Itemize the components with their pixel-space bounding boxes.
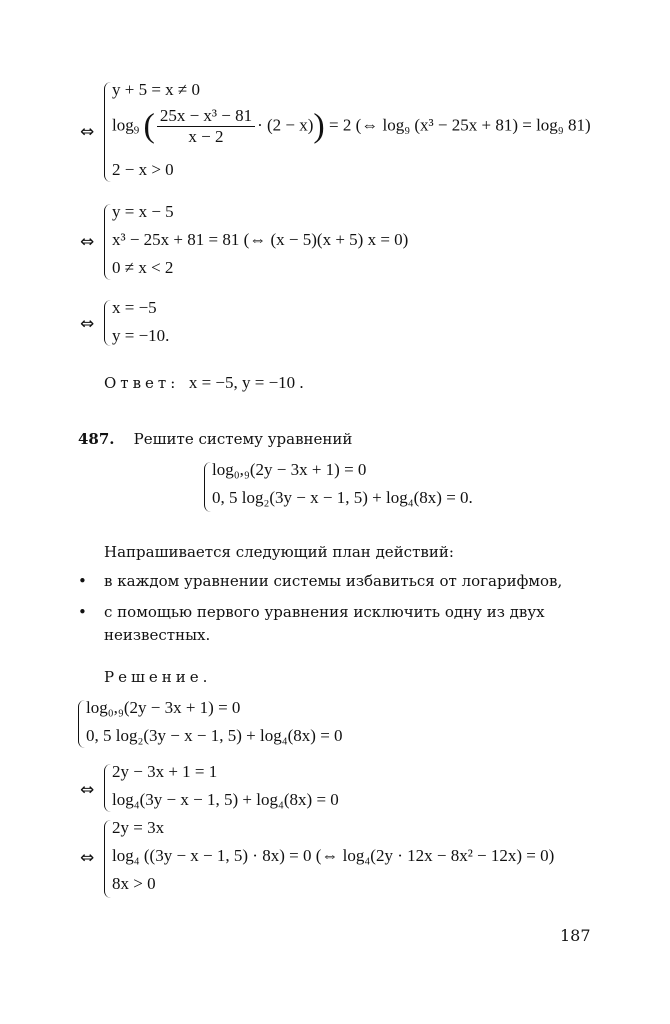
problem-number: 487. bbox=[78, 430, 115, 448]
block1-line1: y + 5 = x ≠ 0 bbox=[112, 80, 201, 99]
solution-s1-line1: log₀,₉(2y − 3x + 1) = 0 bbox=[86, 698, 241, 717]
fraction-numerator: 25x − x³ − 81 bbox=[157, 106, 255, 127]
block2-line1: y = x − 5 bbox=[112, 202, 174, 221]
solution-s3-line2: log₄ ((3y − x − 1, 5) · 8x) = 0 (⇔ log₄(2y · 12x − 8x² − 12x) = 0) bbox=[112, 846, 555, 865]
brace-1 bbox=[104, 82, 111, 182]
solution-s2-line2: log₄(3y − x − 1, 5) + log₄(8x) = 0 bbox=[112, 790, 339, 809]
solution-s2-line1: 2y − 3x + 1 = 1 bbox=[112, 762, 218, 781]
fraction-factor: · (2 − x) bbox=[257, 115, 314, 135]
plan-item-1: в каждом уравнении системы избавиться от логарифмов, bbox=[104, 572, 563, 590]
block1-line3: 2 − x > 0 bbox=[112, 160, 174, 179]
solution-s3-line3: 8x > 0 bbox=[112, 874, 156, 893]
solution-brace-1 bbox=[78, 700, 85, 748]
log-base: 9 bbox=[133, 124, 140, 137]
plan-item-2-line1: с помощью первого уравнения исключить одну из двух bbox=[104, 603, 545, 621]
plan-intro: Напрашивается следующий план действий: bbox=[104, 543, 454, 561]
block2-line3: 0 ≠ x < 2 bbox=[112, 258, 174, 277]
block3-line1: x = −5 bbox=[112, 298, 157, 317]
block1-line2 bbox=[112, 106, 591, 147]
solution-label: Решение. bbox=[104, 668, 212, 686]
solution-brace-2 bbox=[104, 764, 111, 812]
bullet-2: • bbox=[78, 603, 87, 621]
plan-item-2-line2: неизвестных. bbox=[104, 626, 211, 644]
fraction-denominator: x − 2 bbox=[188, 127, 224, 146]
equivalence-arrow-1: ⇔ bbox=[80, 122, 95, 142]
brace-2 bbox=[104, 204, 111, 280]
problem-eq2: 0, 5 log₂(3y − x − 1, 5) + log₄(8x) = 0. bbox=[212, 488, 473, 507]
solution-s3-line1: 2y = 3x bbox=[112, 818, 165, 837]
answer-line bbox=[104, 373, 304, 393]
solution-brace-3 bbox=[104, 820, 111, 898]
solution-arrow-2: ⇔ bbox=[80, 848, 95, 868]
paren-open: ( bbox=[143, 107, 155, 145]
problem-brace bbox=[204, 462, 211, 512]
log-text: log bbox=[112, 115, 134, 135]
solution-s1-line2: 0, 5 log₂(3y − x − 1, 5) + log₄(8x) = 0 bbox=[86, 726, 343, 745]
page-number: 187 bbox=[560, 926, 591, 945]
answer-value: x = −5, y = −10 . bbox=[188, 373, 304, 392]
block2-line2: x³ − 25x + 81 = 81 (⇔ (x − 5)(x + 5) x = 0) bbox=[112, 230, 409, 249]
brace-3 bbox=[104, 300, 111, 346]
equivalence-arrow-2: ⇔ bbox=[80, 232, 95, 252]
block1-line2-right: = 2 (⇔ log₉ (x³ − 25x + 81) = log₉ 81) bbox=[329, 115, 591, 135]
solution-arrow-1: ⇔ bbox=[80, 780, 95, 800]
paren-close: ) bbox=[313, 107, 325, 145]
block3-line2: y = −10. bbox=[112, 326, 170, 345]
problem-eq1: log₀,₉(2y − 3x + 1) = 0 bbox=[212, 460, 367, 479]
bullet-1: • bbox=[78, 572, 87, 590]
fraction bbox=[157, 106, 255, 147]
problem-title: Решите систему уравнений bbox=[133, 430, 353, 448]
equivalence-arrow-3: ⇔ bbox=[80, 314, 95, 334]
answer-label: Ответ: bbox=[104, 374, 180, 392]
problem-heading bbox=[78, 430, 352, 448]
